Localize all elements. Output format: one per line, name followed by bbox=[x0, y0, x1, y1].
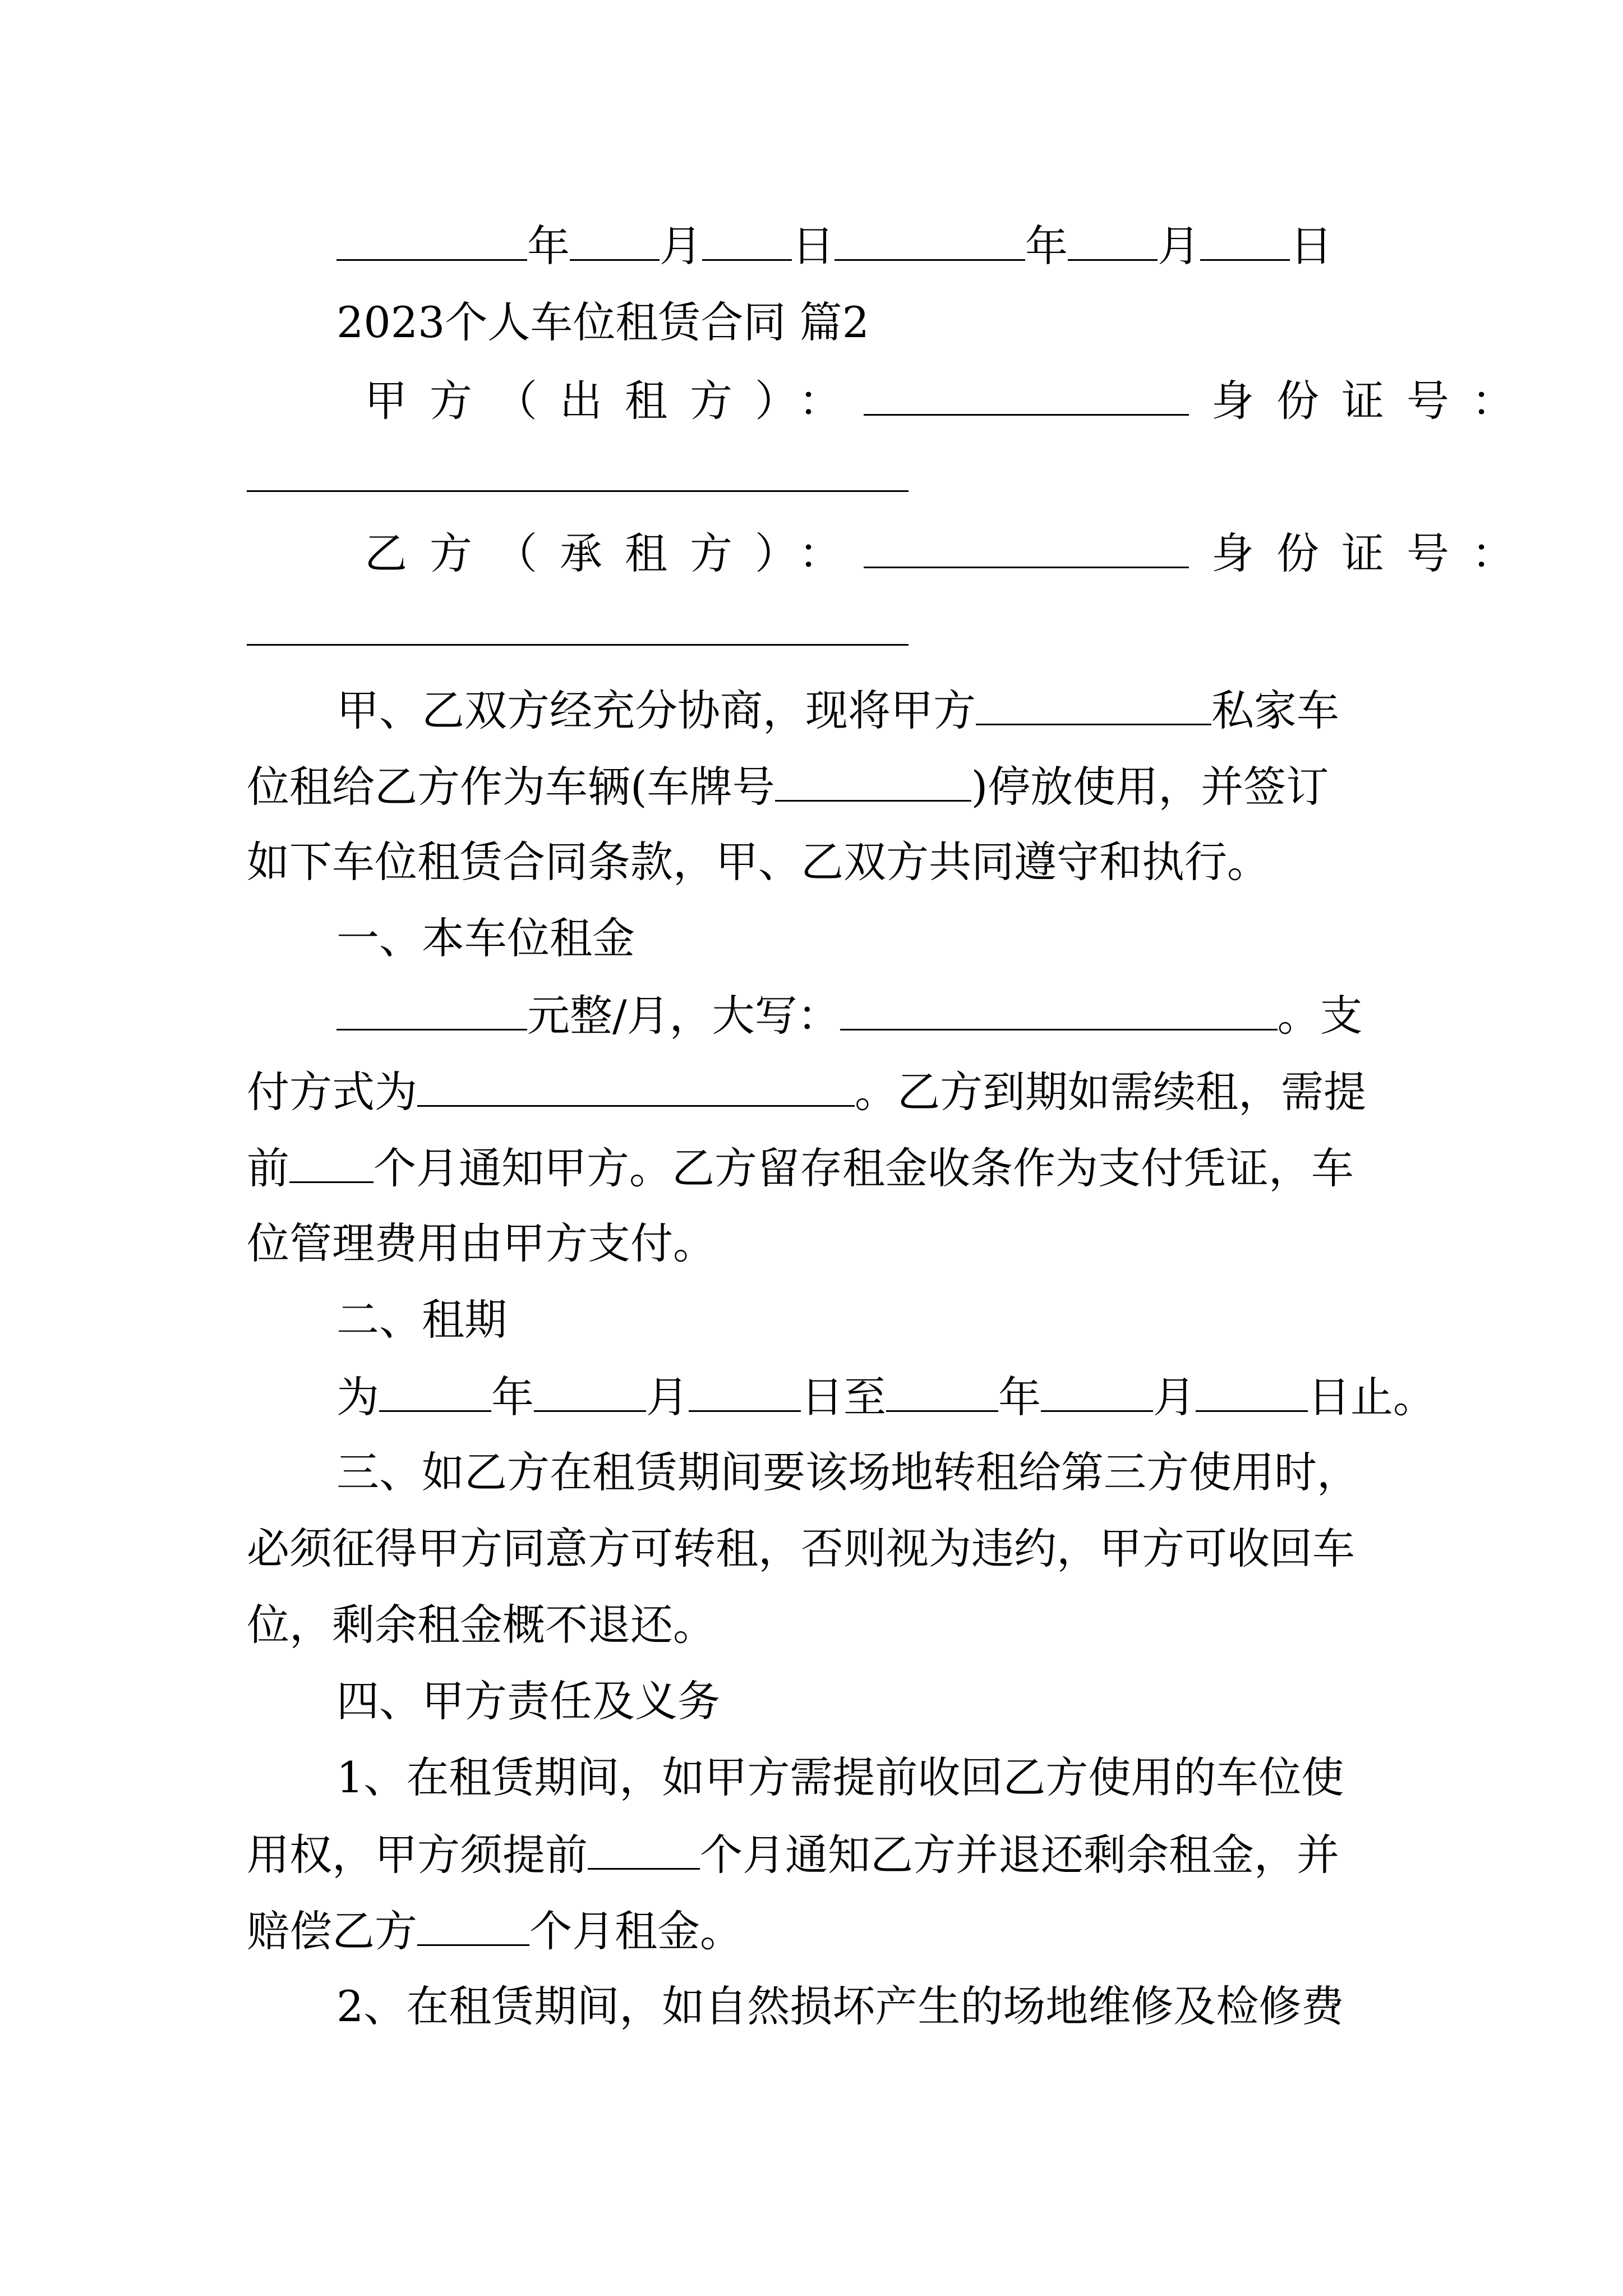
month-label: 月 bbox=[646, 1372, 689, 1422]
section-3-line-2: 必须征得甲方同意方可转租，否则视为违约，甲方可收回车 bbox=[247, 1524, 1355, 1573]
party-a-line bbox=[365, 375, 1537, 425]
section-text: 用权，甲方须提前 bbox=[247, 1830, 588, 1880]
section-4-item-1-line-3 bbox=[247, 1905, 743, 1955]
section-2-title: 二、租期 bbox=[336, 1295, 507, 1345]
party-b-name-field[interactable] bbox=[864, 527, 1189, 568]
day-label: 日 bbox=[792, 221, 834, 271]
blank-field[interactable] bbox=[379, 1371, 491, 1412]
plate-number-field[interactable] bbox=[775, 761, 971, 802]
intro-line-2 bbox=[247, 761, 1329, 811]
section-4-item-1-line-2 bbox=[247, 1829, 1339, 1879]
day-label: 日 bbox=[1290, 221, 1332, 271]
section-3-line-3: 位，剩余租金概不退还。 bbox=[247, 1600, 716, 1650]
intro-line-3: 如下车位租赁合同条款，甲、乙双方共同遵守和执行。 bbox=[247, 837, 1270, 887]
section-text: 个月通知甲方。乙方留存租金收条作为支付凭证，车 bbox=[374, 1143, 1354, 1193]
intro-line-1 bbox=[336, 684, 1339, 735]
payment-method-field[interactable] bbox=[417, 1066, 855, 1107]
section-4-item-2-line-1: 2、在租赁期间，如自然损坏产生的场地维修及检修费 bbox=[336, 1981, 1344, 2031]
party-b-line bbox=[365, 527, 1537, 578]
party-a-id-label: 身份证号： bbox=[1211, 376, 1537, 426]
blank-field[interactable] bbox=[1196, 1371, 1308, 1412]
blank-field[interactable] bbox=[1200, 220, 1290, 261]
blank-field[interactable] bbox=[689, 1371, 801, 1412]
blank-field[interactable] bbox=[976, 684, 1211, 725]
rent-amount-words-field[interactable] bbox=[840, 990, 1278, 1030]
blank-field[interactable] bbox=[570, 220, 660, 261]
month-label: 月 bbox=[1158, 221, 1200, 271]
section-3-line-1: 三、如乙方在租赁期间要该场地转租给第三方使用时， bbox=[336, 1447, 1359, 1497]
blank-field[interactable] bbox=[1068, 220, 1158, 261]
section-1-line-1 bbox=[336, 990, 1363, 1040]
contract-heading: 2023个人车位租赁合同 篇2 bbox=[336, 297, 869, 347]
day-label: 日止。 bbox=[1308, 1372, 1436, 1422]
party-a-id-field[interactable] bbox=[247, 490, 909, 492]
section-4-title: 四、甲方责任及义务 bbox=[336, 1676, 720, 1726]
section-text: 。支 bbox=[1277, 991, 1363, 1041]
year-label: 年 bbox=[527, 221, 570, 271]
year-label: 年 bbox=[491, 1372, 534, 1422]
blank-field[interactable] bbox=[1041, 1371, 1153, 1412]
blank-field[interactable] bbox=[834, 220, 1025, 261]
party-b-id-field[interactable] bbox=[247, 644, 909, 646]
section-2-line-1 bbox=[336, 1371, 1436, 1421]
notice-months-field[interactable] bbox=[289, 1142, 374, 1183]
section-text: 付方式为 bbox=[247, 1067, 417, 1117]
section-text: 赔偿乙方 bbox=[247, 1906, 417, 1956]
section-1-title: 一、本车位租金 bbox=[336, 913, 635, 963]
section-1-line-2 bbox=[247, 1066, 1366, 1116]
blank-field[interactable] bbox=[534, 1371, 646, 1412]
section-1-line-3 bbox=[247, 1142, 1354, 1193]
section-1-line-4: 位管理费用由甲方支付。 bbox=[247, 1218, 716, 1268]
intro-text: 私家车 bbox=[1211, 685, 1339, 735]
party-b-id-label: 身份证号： bbox=[1211, 528, 1537, 578]
section-text: 为 bbox=[336, 1372, 379, 1422]
date-line bbox=[336, 220, 1332, 270]
section-4-item-1-line-1: 1、在租赁期间，如甲方需提前收回乙方使用的车位使 bbox=[336, 1752, 1344, 1802]
day-label: 日至 bbox=[801, 1372, 886, 1422]
intro-text: )停放使用，并签订 bbox=[971, 762, 1329, 812]
year-label: 年 bbox=[1025, 221, 1068, 271]
blank-field[interactable] bbox=[702, 220, 792, 261]
intro-text: 位租给乙方作为车辆(车牌号 bbox=[247, 762, 775, 812]
section-text: 元整/月，大写： bbox=[527, 991, 840, 1041]
section-text: 前 bbox=[247, 1143, 289, 1193]
month-label: 月 bbox=[660, 221, 702, 271]
party-a-name-field[interactable] bbox=[864, 375, 1189, 416]
rent-amount-field[interactable] bbox=[336, 990, 527, 1030]
notice-months-field[interactable] bbox=[588, 1829, 700, 1870]
section-text: 个月租金。 bbox=[529, 1906, 743, 1956]
blank-field[interactable] bbox=[336, 220, 527, 261]
party-b-label: 乙方（承租方）： bbox=[365, 528, 864, 578]
intro-text: 甲、乙双方经充分协商，现将甲方 bbox=[336, 685, 976, 735]
party-a-label: 甲方（出租方）： bbox=[365, 376, 864, 426]
compensation-months-field[interactable] bbox=[417, 1905, 529, 1946]
section-text: 个月通知乙方并退还剩余租金，并 bbox=[700, 1830, 1339, 1880]
year-label: 年 bbox=[998, 1372, 1041, 1422]
blank-field[interactable] bbox=[886, 1371, 998, 1412]
month-label: 月 bbox=[1153, 1372, 1196, 1422]
section-text: 。乙方到期如需续租，需提 bbox=[855, 1067, 1366, 1117]
